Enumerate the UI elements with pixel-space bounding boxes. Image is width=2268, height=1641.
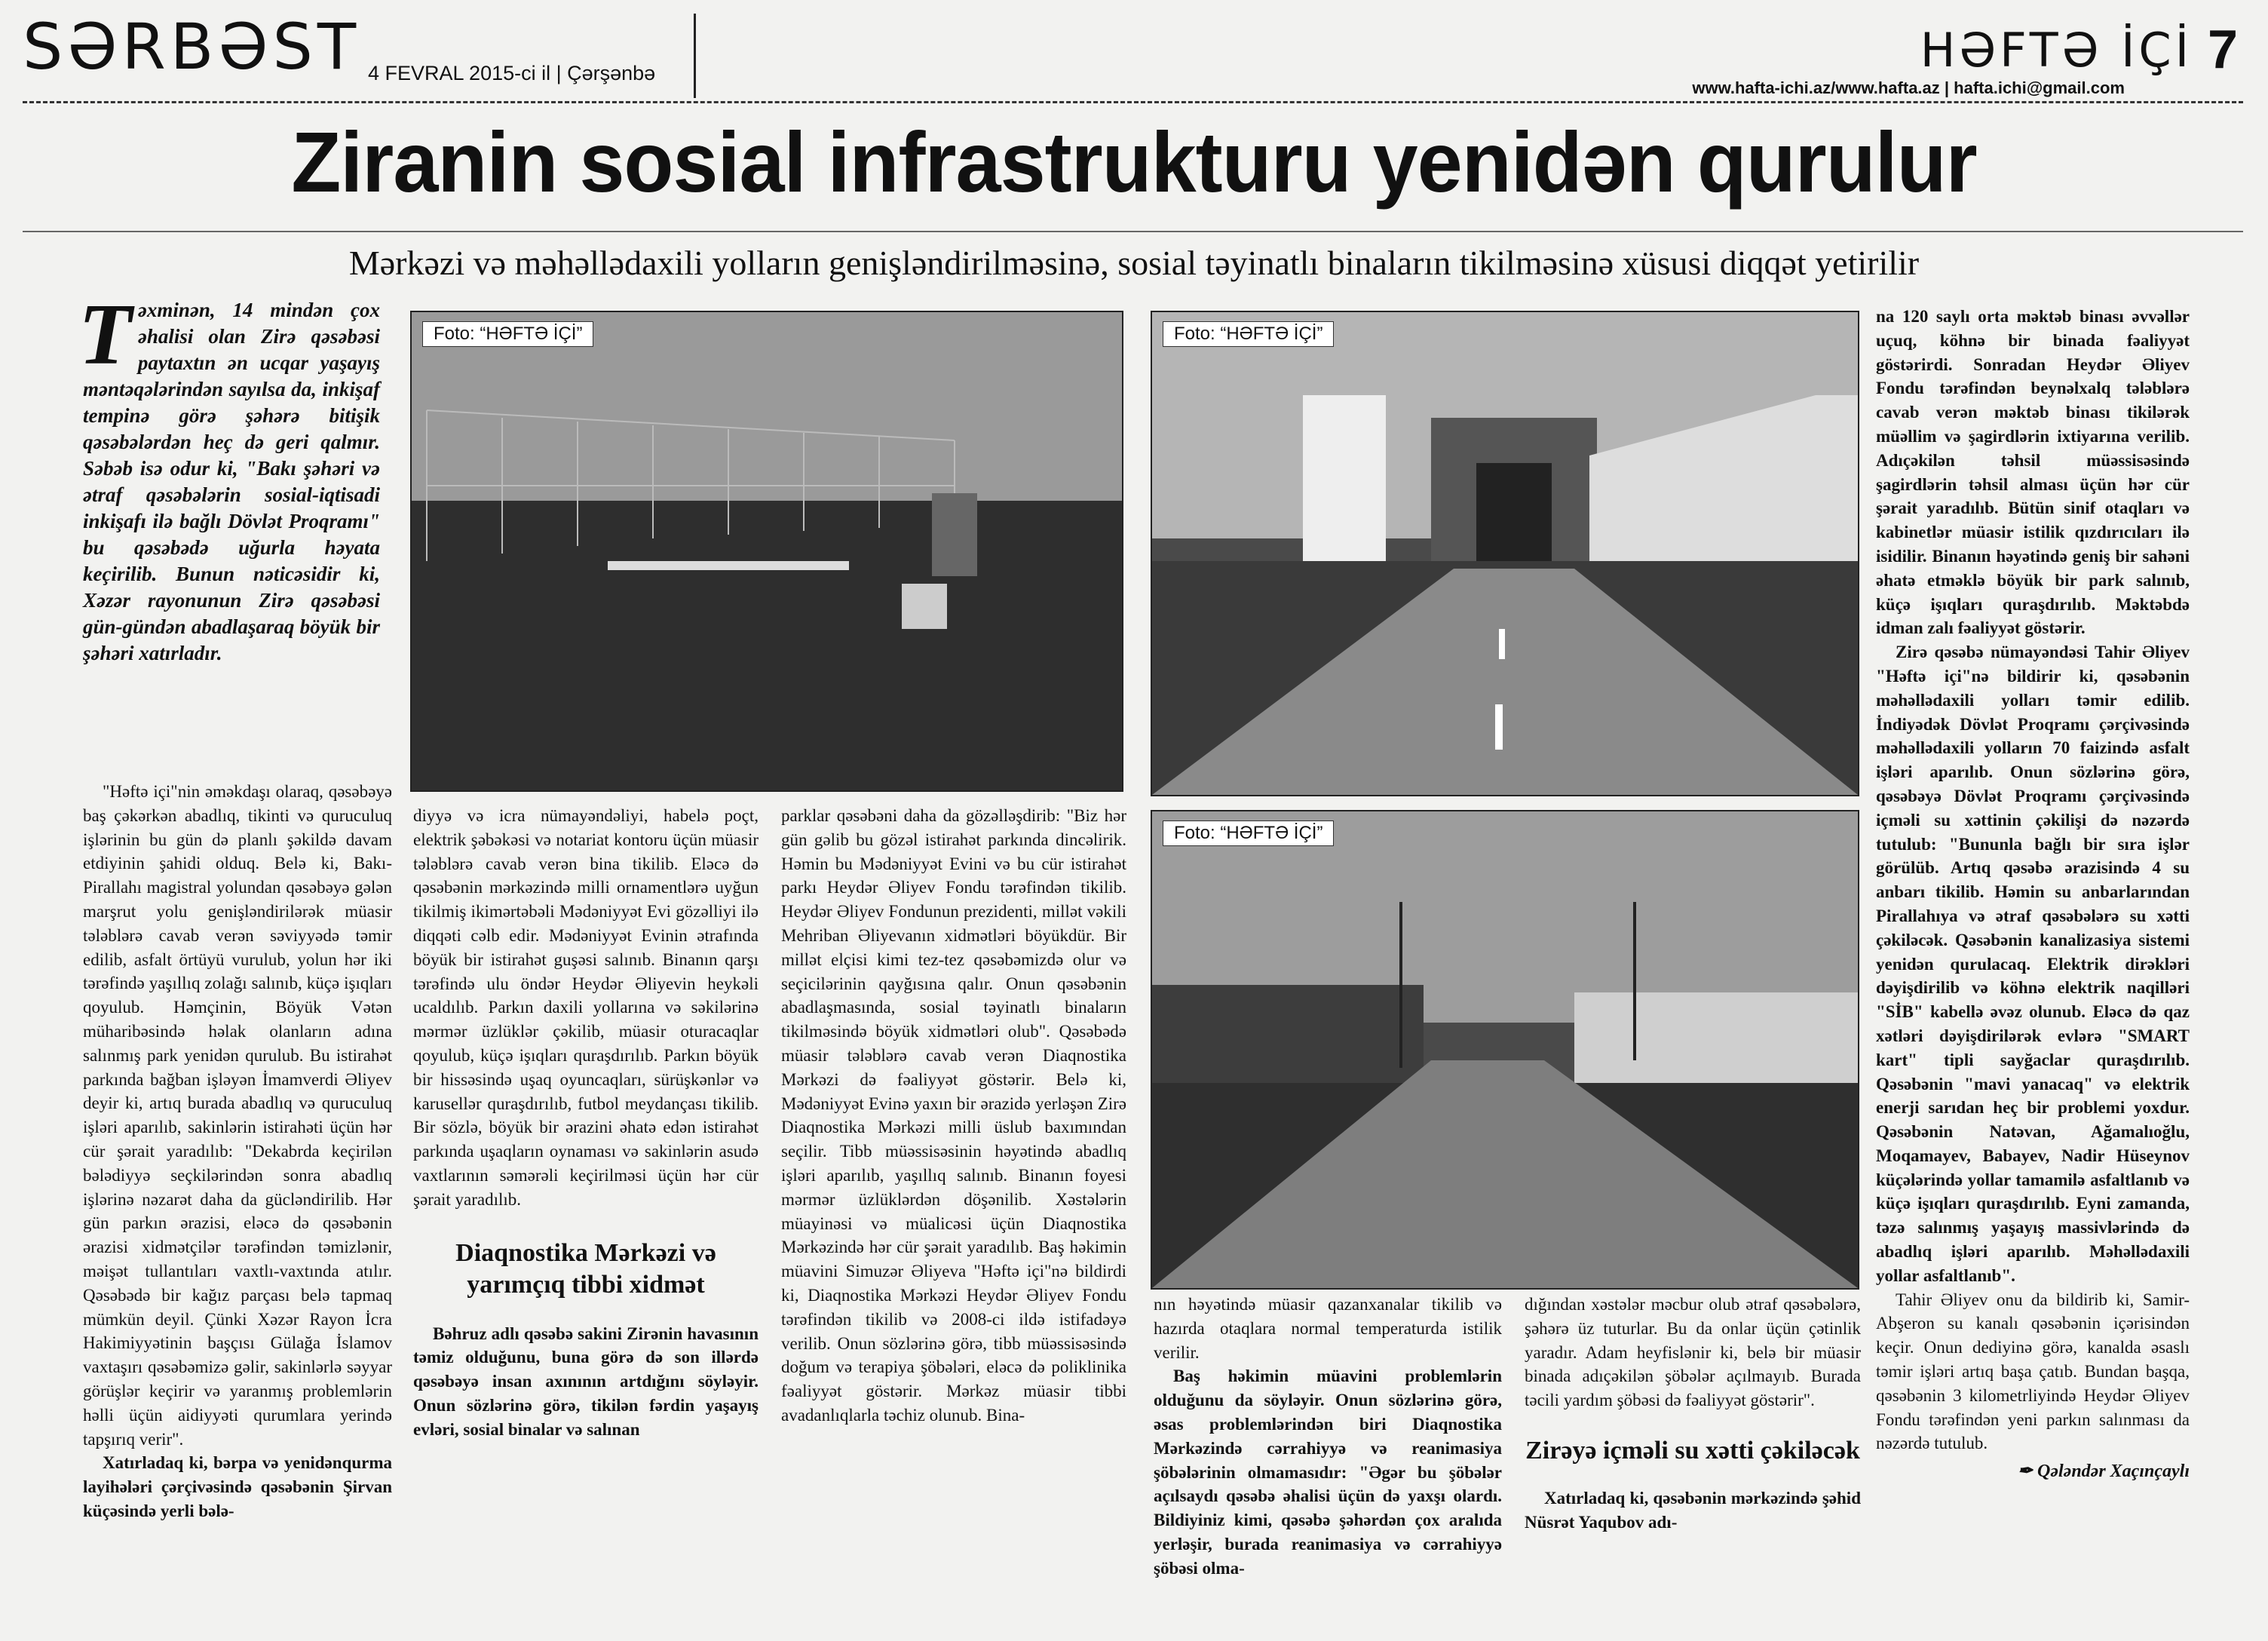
page-number: 7 <box>2207 20 2238 80</box>
school-photo-illustration <box>1152 312 1858 795</box>
headline: Ziranin sosial infrastrukturu yenidən qurulur <box>291 113 1977 210</box>
col3-paragraph: parklar qəsəbəni daha da gözəlləşdirib: "Biz hər gün gəlib bu gözəl istirahət parkında dincəlirik. Həmin bu Mədəniyyət Evini və bu cür istirahət parkı Heydər Əliyev Fondu tərəfindən tikilib. Heydər Əliyev Fondunun prezidenti, millət vəkili Mehriban Əliyevanın xidmətləri böyükdür. Bir millət elçisi kimi tez-tez qəsəbəmizdə olur və seçicilərinin qayğısına qalır. Onun qəsəbənin abadlaşmasında, sosial təyinatlı binaların tikilməsində böyük xidmətləri olub". Qəsəbədə müasir tələblərə cavab verən Diaqnostika Mərkəzi də fəaliyyət göstərir. Belə ki, Mədəniyyət Evinə yaxın bir ərazidə yerləşən Zirə Diaqnostika Mərkəzi milli üslub baxımından seçilir. Tibb müəssisəsinin həyətində abadlıq işləri aparılıb, yaşıllıq salınıb. Binanın foyesi mərmər üzlüklərdən döşənilib. Xəstələrin müayinəsi və müalicəsi üçün Diaqnostika Mərkəzində hər cür şərait yaradılıb. Baş həkimin müavini Simuzər Əliyeva "Həftə içi"nə bildirdi ki, Diaqnostika Mərkəzi Heydər Əliyev Fondu tərəfindən tikilib və 2008-ci ildə istifadəyə verilib. Onun sözlərinə görə, tibb müəssisəsində doğum və terapiya şöbələri, eləcə də poliklinika fəaliyyət göstərir. Mərkəz müasir tibbi avadanlıqlarla təchiz olunub. Bina- <box>781 806 1126 1425</box>
lead-paragraph <box>78 287 380 667</box>
photo-street <box>1151 810 1859 1290</box>
drop-cap: T <box>78 287 132 383</box>
masthead-divider <box>694 14 696 98</box>
col6-paragraph: Tahir Əliyev onu da bildirib ki, Samir-Abşeron su kanalı qəsəbənin içərisindən keçir. Onun dediyinə görə, kanalda əsaslı təmir işləri artıq başa çatıb. Bundan başqa, qəsəbənin 3 kilometrliyində Heydər Əliyev Fondu tərəfindən yeni parkın salınması da nəzərdə tutulub. <box>1876 1290 2190 1453</box>
section-title-diagnostics: Diaqnostika Mərkəzi və yarımçıq tibbi xidmət <box>455 1238 716 1299</box>
street-photo-illustration <box>1152 811 1858 1288</box>
column-1 <box>83 780 392 1523</box>
col1-paragraph: Xatırladaq ki, bərpa və yenidənqurma layihələri çərçivəsində qəsəbənin Şirvan küçəsində yerli bələ- <box>83 1453 392 1520</box>
photo-credit: Foto: “HƏFTƏ İÇİ” <box>1163 820 1334 846</box>
park-photo-illustration <box>412 312 1122 790</box>
headline-rule <box>23 231 2243 232</box>
photo-credit: Foto: “HƏFTƏ İÇİ” <box>422 321 593 347</box>
column-5 <box>1525 1293 1861 1535</box>
author-name: Qələndər Xaçınçaylı <box>2037 1462 2190 1482</box>
section-title-water: Zirəyə içməli su xətti çəkiləcək <box>1525 1436 1860 1465</box>
top-rule <box>23 101 2243 103</box>
subheadline: Mərkəzi və məhəllədaxili yolların genişləndirilməsinə, sosial təyinatlı binaların tikilməsinə xüsusi diqqət yetirilir <box>348 244 1920 282</box>
lead-text: əxminən, 14 mindən çox əhalisi olan Zirə qəsəbəsi paytaxtın ən ucqar yaşayış məntəqələrindən sayılsa da, inkişaf tempinə görə şəhərə bitişik qəsəbələrdən heç də geri qalmır. Səbəb isə odur ki, "Bakı şəhəri və ətraf qəsəbələrin sosial-iqtisadi inkişafı ilə bağlı Dövlət Proqramı" bu qəsəbədə uğurla həyata keçirilib. Bunun nəticəsidir ki, Xəzər rayonunun Zirə qəsəbəsi gün-gündən abadlaşaraq böyük bir şəhəri xatırladır. <box>83 299 380 664</box>
issue-date: 4 FEVRAL 2015-ci il | Çərşənbə <box>368 62 656 84</box>
photo-park <box>410 311 1123 792</box>
paper-name: HƏFTƏ İÇİ <box>1920 23 2193 78</box>
column-4 <box>1154 1293 1502 1581</box>
col1-paragraph: "Həftə içi"nin əməkdaşı olaraq, qəsəbəyə baş çəkərkən abadlıq, tikinti və quruculuq işlərinin bu gün də planlı şəkildə davam etdiyinin şahidi olduq. Belə ki, Bakı-Pirallahı magistral yolundan qəsəbəyə gələn marşrut yolu genişləndirilərək müasir tələblərə cavab verən səviyyədə təmir edilib, asfalt örtüyü vurulub, yolun hər iki tərəfində yaşıllıq zolağı salınıb, küçə işıqları qoyulub. Həmçinin, Böyük Vətən müharibəsində həlak olanların adına salınmış park yenidən qurulub. Bu istirahət parkında bağban işləyən İmamverdi Əliyev deyir ki, artıq burada abadlıq və quruculuq işləri aparılıb, sakinlərin istirahəti üçün hər cür şərait yaradılıb: "Dekabrda keçirilən bələdiyyə seçkilərindən sonra abadlıq işlərinə nəzarət daha da gücləndirilib. Hər gün parkın ərazisi, eləcə də qəsəbənin ərazisi xidmətçilər tərəfindən təmizlənir, məişət tullantıları vaxtlı-vaxtında atılır. Qəsəbədə bir kağız parçası belə tapmaq mümkün deyil. Çünki Xəzər Rayon İcra Hakimiyyətinin başçısı Gülağa İslamov vaxtaşırı qəsəbəmizə gəlir, sakinlərlə səyyar görüşlər keçirir və yaranmış problemlərin həlli üçün aidiyyəti qurumlara yerində tapşırıq verir". <box>83 782 392 1449</box>
photo-credit: Foto: “HƏFTƏ İÇİ” <box>1163 321 1334 347</box>
col2-paragraph: Bəhruz adlı qəsəbə sakini Zirənin havasının təmiz olduğunu, buna görə də son illərdə qəsəbəyə insan axınının artdığını söyləyir. Onun sözlərinə görə, tikilən fərdin yaşayış evləri, sosial binalar və salınan <box>413 1324 759 1439</box>
column-3 <box>781 804 1126 1428</box>
column-6 <box>1876 305 2190 1484</box>
col5-paragraph: Xatırladaq ki, qəsəbənin mərkəzində şəhid Nüsrət Yaqubov adı- <box>1525 1488 1861 1532</box>
section-name: SƏRBƏST <box>23 10 361 84</box>
photo-school <box>1151 311 1859 796</box>
col6-paragraph: na 120 saylı orta məktəb binası əvvəllər uçuq, köhnə bir binada fəaliyyət göstərirdi. Sonradan Heydər Əliyev Fondu tərəfindən beynəlxalq tələblərə cavab verən məktəb binası tikilərək müəllim və şagirdlərin ixtiyarına verilib. Adıçəkilən təhsil müəssisəsində şagirdlərin təhsil alması üçün hər cür şərait yaradılıb. Bütün sinif otaqları və kabinetlər müasir istilik qızdırıcıları ilə isidilir. Binanın həyətində geniş bir sahəni əhatə etməklə böyük bir park salınıb, küçə işıqları quraşdırılıb. Məktəbdə idman zalı fəaliyyət göstərir. <box>1876 307 2190 638</box>
col2-paragraph: diyyə və icra nümayəndəliyi, habelə poçt, elektrik şəbəkəsi və notariat kontoru üçün müasir tələblərə cavab verən bina tikilib. Eləcə də qəsəbənin mərkəzində milli ornamentlərə uyğun tikilmiş ikimərtəbəli Mədəniyyət Evi gözəlliyi ilə diqqəti cəlb edir. Mədəniyyət Evinin ətrafında böyük bir istirahət guşəsi salınıb. Binanın qarşı tərəfində ulu öndər Heydər Əliyevin heykəli ucaldılıb. Parkın daxili yollarına və səkilərinə mərmər üzlüklər çəkilib, müasir oturacaqlar qoyulub, küçə işıqları quraşdırılıb. Parkın böyük bir hissəsində uşaq oyuncaqları, sürüşkənlər və karusellər quraşdırılıb, futbol meydançası tikilib. Bir sözlə, böyük bir ərazini əhatə edən istirahət parkında uşaqların oynaması və sakinlərin asudə vaxtlarının səmərəli keçirilməsi üçün hər cür şərait yaradılıb. <box>413 806 759 1209</box>
pen-icon: ✒ <box>2017 1462 2038 1482</box>
author-byline <box>1876 1460 2190 1484</box>
col4-paragraph: Baş həkimin müavini problemlərin olduğunu da söyləyir. Onun sözlərinə görə, əsas problemlərindən biri Diaqnostika Mərkəzində cərrahiyyə və reanimasiya şöbələrinin olmamasıdır: "Əgər bu şöbələr açılsaydı qəsəbə əhalisi üçün də yaxşı olardı. Bildiyiniz kimi, qəsəbə şəhərdən çox aralıda yerləşir, burada reanimasiya və cərrahiyyə şöbəsi olma- <box>1154 1366 1502 1578</box>
col6-paragraph: Zirə qəsəbə nümayəndəsi Tahir Əliyev "Həftə içi"nə bildirir ki, qəsəbənin məhəllədaxili yolları təmir edilib. İndiyədək Dövlət Proqramı çərçivəsində məhəllədaxili yolların 70 faizində asfalt işləri aparılıb. Onun sözlərinə görə, qəsəbəyə Dövlət Proqramı çərçivəsində içməli su xəttinin çəkilişi də nəzərdə tutulub: "Bununla bağlı bir sıra işlər görülüb. Artıq qəsəbə ərazisində 4 su anbarı tikilib. Həmin su anbarlarından Pirallahıya və ətraf qəsəbələrə su xətti çəkiləcək. Qəsəbənin kanalizasiya sistemi yenidən qurulacaq. Elektrik dirəkləri dəyişdirilib və köhnə elektrik naqilləri "SİB" kabellə əvəz olunub. Eləcə də qaz xətləri dəyişdirilərək evlərə "SMART kart" tipli sayğaclar quraşdırılıb. Qəsəbənin "mavi yanacaq" və elektrik enerji sarıdan heç bir problemi yoxdur. Qəsəbənin Natəvan, Ağamalıoğlu, Moqamayev, Babayev, Nadir Hüseynov küçələrində yollar tamamilə asfaltlanıb və küçə işıqları quraşdırılıb. Eyni zamanda, təzə salınmış yaşayış massivlərində də abadlıq işləri aparılıb. Məhəllədaxili yollar asfaltlanıb". <box>1876 643 2190 1285</box>
website-line: www.hafta-ichi.az/www.hafta.az | hafta.ichi@gmail.com <box>1692 78 2125 97</box>
column-2 <box>413 804 759 1442</box>
col4-paragraph: nın həyətində müasir qazanxanalar tikilib və hazırda otaqlara normal temperaturda istilik verilir. <box>1154 1295 1502 1362</box>
col5-paragraph: dığından xəstələr məcbur olub ətraf qəsəbələrə, şəhərə üz tuturlar. Bu da onlar üçün çətinlik yaradır. Adam heyfislənir ki, belə bir müasir binada adıçəkilən şöbələr açılmayıb. Burada təcili yardım şöbəsi də fəaliyyət göstərir". <box>1525 1295 1861 1410</box>
